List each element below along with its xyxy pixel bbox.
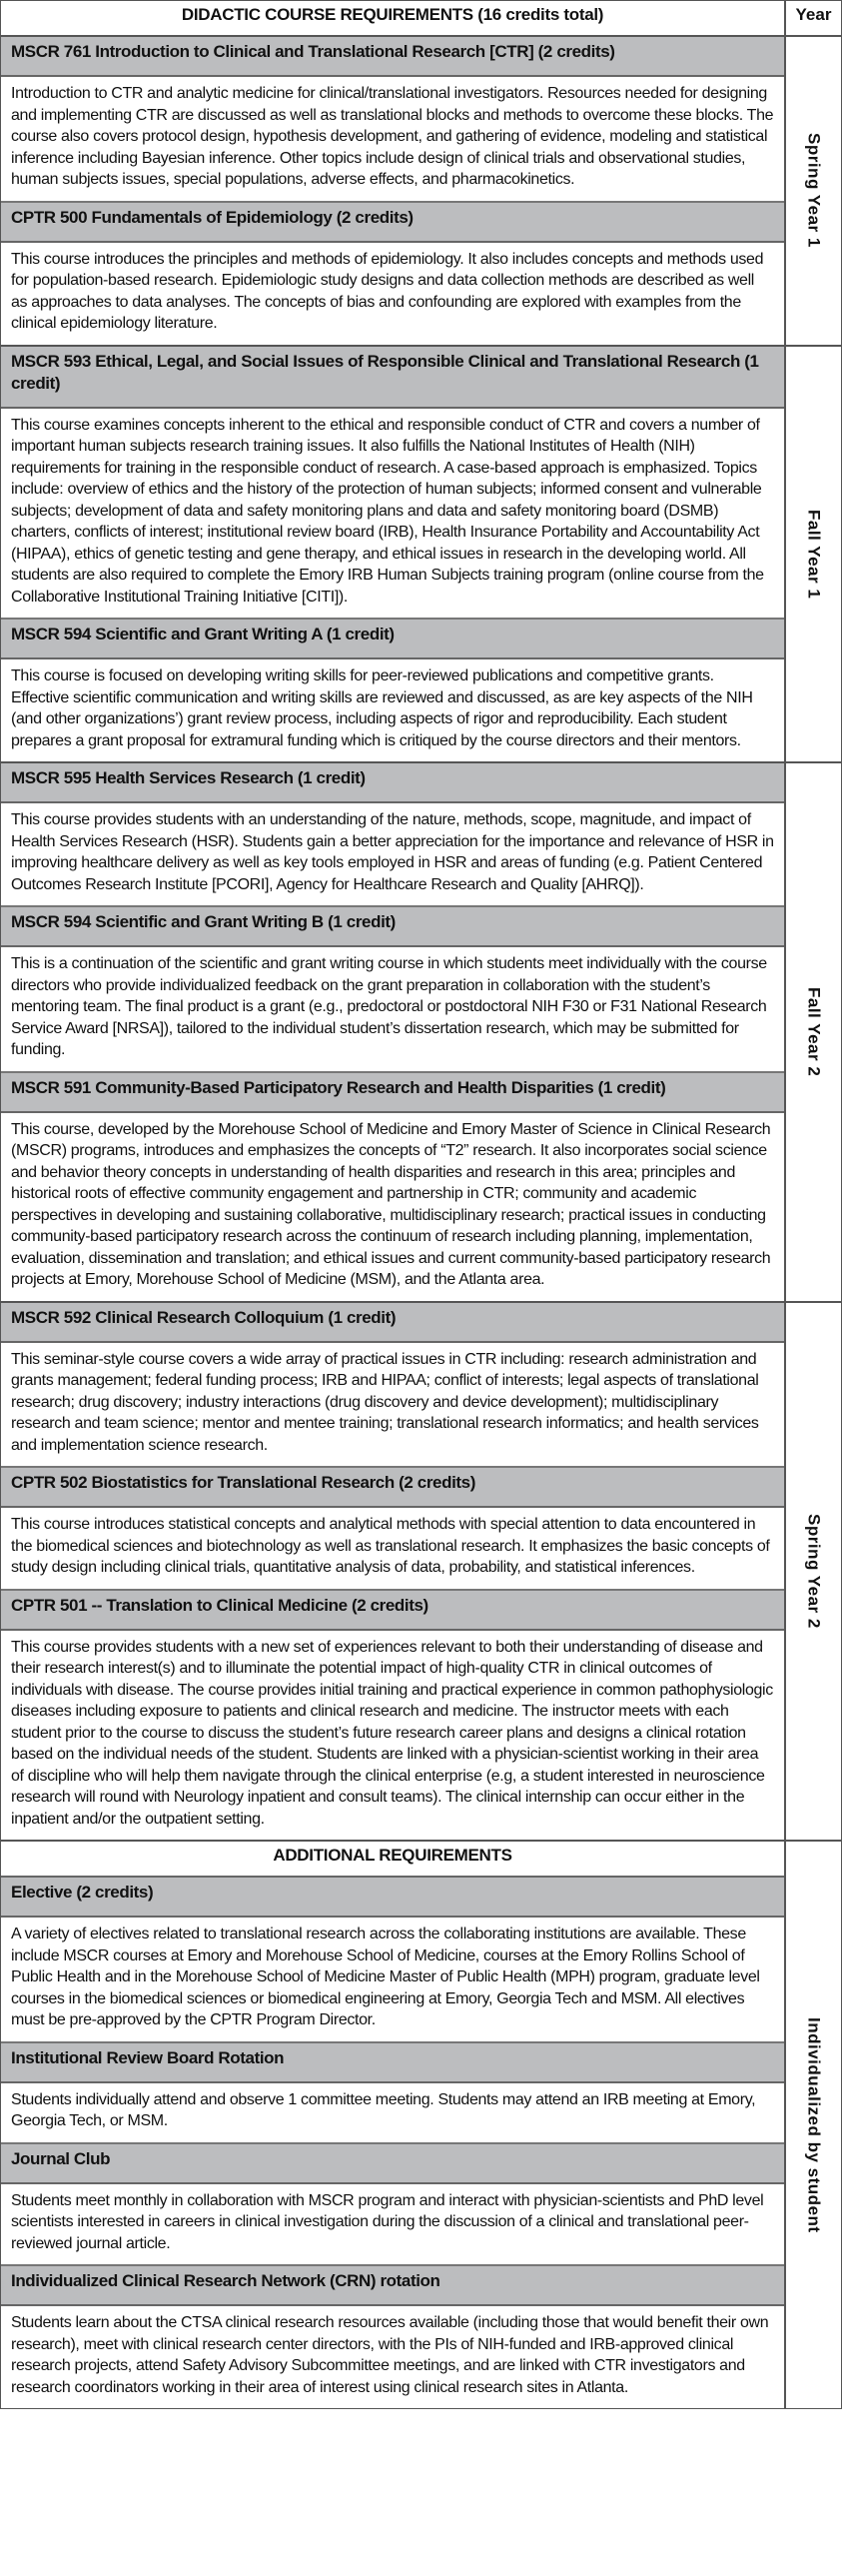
course-item	[1, 1073, 784, 1301]
requirement-title: Elective (2 credits)	[1, 1878, 784, 1918]
course-item	[1, 907, 784, 1073]
year-label: Individualized by student	[804, 2016, 824, 2233]
course-description: This course introduces the principles and methods of epidemiology. It also includes concepts and methods used for population-based research. Epidemiologic study designs and data collection methods are described as well as approaches to data analyses. The concepts of bias and confounding are explored with examples from the clinical epidemiology literature.	[11, 250, 764, 332]
course-description: This is a continuation of the scientific and grant writing course in which students meet individually with the course directors who provide individualized feedback on the grant preparation in collaboration with the student’s mentoring team. The final product is a grant (e.g., predoctoral or postdoctoral NIH F30 or F31 National Research Service Award [NRSA]), tailored to the individual student’s dissertation research, which may be submitted for funding.	[1, 947, 784, 1073]
year-label: Fall Year 1	[804, 509, 824, 599]
year-group-fall-year-2	[1, 763, 841, 1303]
requirement-description: Students meet monthly in collaboration with MSCR program and interact with physician-scientists and PhD level scientists interested in careers in clinical investigation during the discussion of a clinical and translational peer-reviewed journal article.	[1, 2184, 784, 2267]
course-description: This course is focused on developing writing skills for peer-reviewed publications and competitive grants. Effective scientific communication and writing skills are reviewed and discussed, as are key aspects of the NIH (and other organizations’) grant review process, including aspects of rigor and reproducibility. Each student prepares a grant proposal for extramural funding which is critiqued by the course directors and their mentors.	[11, 667, 753, 749]
year-column-header: Year	[786, 1, 841, 37]
course-description: This seminar-style course covers a wide array of practical issues in CTR including: research administration and grants management; federal funding process; IRB and HIPAA; conflict of interests; legal aspects of translational research; drug discovery; industry interactions (drug discovery and device development); multidisciplinary research and team science; mentor and mentee training; translational research informatics; and health services and implementation science research.	[1, 1343, 784, 1469]
requirement-description: Students learn about the CTSA clinical research resources available (including those that would benefit their own research), meet with clinical research center directors, with the PIs of NIH-funded and IRB-approved clinical research projects, attend Safety Advisory Subcommittee meetings, and are linked with CTR investigators and research coordinators working in their area of interest using clinical research sites in Atlanta.	[11, 2314, 769, 2396]
table-header-row	[1, 1, 841, 37]
requirement-description: A variety of electives related to translational research across the collaborating institutions are available. These include MSCR courses at Emory and Morehouse School of Medicine, courses at the Emory Rollins School of Public Health and in the Morehouse School of Medicine Master of Public Health (MPH) program, graduate level courses in the biomedical sciences or biomedical engineering at Emory, Georgia Tech and MSM. All electives must be pre-approved by the CPTR Program Director.	[1, 1918, 784, 2043]
course-description: This course provides students with a new set of experiences relevant to both their understanding of disease and their research interest(s) and to illuminate the potential impact of high-quality CTR in clinical outcomes of individuals with disease. The course provides initial training and practical experience in common pathophysiologic diseases including exposure to patients and clinical research and medicine. The instructor meets with each student prior to the course to discuss the student’s future research career plans and designs a clinical rotation based on the individual needs of the student. Students are linked with a physician-scientist working in their area of discipline who will help them navigate through the clinical enterprise (e.g, a student interested in neuroscience research will round with Neurology inpatient and consult teams). The clinical internship can occur either in the inpatient and/or the outpatient setting.	[11, 1638, 773, 1828]
requirement-item	[1, 2266, 784, 2408]
requirement-item	[1, 2043, 784, 2144]
course-item	[1, 1468, 784, 1591]
course-description: This course, developed by the Morehouse School of Medicine and Emory Master of Science in Clinical Research (MSCR) programs, introduces and emphasizes the concepts of “T2” research. It also incorporates social science and behavior theory concepts in understanding of health disparities and research in this area; principles and historical roots of effective community engagement and partnership in CTR; community and academic perspectives in developing and sustaining collaborative, multidisciplinary research; practical issues in conducting community-based participatory research across the continuum of research including planning, implementation, evaluation, dissemination and translation; and ethical issues and current community-based participatory research projects at Emory, Morehouse School of Medicine (MSM), and the Atlanta area.	[11, 1120, 771, 1288]
year-label: Fall Year 2	[804, 987, 824, 1077]
course-title: MSCR 594 Scientific and Grant Writing A (1 credit)	[1, 620, 784, 659]
course-description: Introduction to CTR and analytic medicine for clinical/translational investigators. Resources needed for designing and implementing CTR are discussed as well as translational blocks and methods to overcome these blocks. The course also covers protocol design, hypothesis development, and gathering of evidence, modeling and statistical inference including Bayesian inference. Other topics include design of clinical trials and observational studies, human subjects issues, special populations, adverse effects, and pharmacokinetics.	[1, 77, 784, 203]
course-item	[1, 1591, 784, 1841]
year-cell	[786, 1303, 841, 1841]
year-cell	[786, 37, 841, 345]
course-item	[1, 1303, 784, 1469]
course-description: This course examines concepts inherent to the ethical and responsible conduct of CTR and covers a number of important human subjects research training issues. It also fulfills the National Institutes of Health (NIH) requirements for training in the responsible conduct of research. A case-based approach is emphasized. Topics include: overview of ethics and the history of the protection of human subjects; informed consent and vulnerable subjects; development of data and safety monitoring plans and data and safety monitoring board (DSMB) charters, conflicts of interest; institutional review board (IRB), Health Insurance Portability and Accountability Act (HIPAA), ethics of genetic testing and gene therapy, and ethical issues in research in the developing world. All students are also required to complete the Emory IRB Human Subjects training program (online course from the Collaborative Institutional Training Initiative [CITI]).	[1, 409, 784, 621]
course-item	[1, 620, 784, 761]
year-group-fall-year-1	[1, 347, 841, 764]
additional-requirements-group	[1, 1842, 841, 2408]
course-title: MSCR 592 Clinical Research Colloquium (1 credit)	[1, 1303, 784, 1343]
requirement-description: Students individually attend and observe 1 committee meeting. Students may attend an IRB meeting at Emory, Georgia Tech, or MSM.	[1, 2083, 784, 2144]
group-courses	[1, 1303, 786, 1841]
course-title: MSCR 593 Ethical, Legal, and Social Issues of Responsible Clinical and Translational Research (1 credit)	[1, 347, 784, 409]
course-description: This course provides students with an understanding of the nature, methods, scope, magnitude, and impact of Health Services Research (HSR). Students gain a better appreciation for the importance and relevance of HSR in improving healthcare delivery as well as key tools employed in HSR and areas of funding (e.g. Patient Centered Outcomes Research Institute [PCORI], Agency for Healthcare Research and Quality [AHRQ]).	[1, 803, 784, 907]
group-courses	[1, 1842, 786, 2408]
requirement-item	[1, 1878, 784, 2043]
additional-requirements-title: ADDITIONAL REQUIREMENTS	[1, 1842, 784, 1878]
course-title: MSCR 594 Scientific and Grant Writing B (1 credit)	[1, 907, 784, 947]
year-label: Spring Year 2	[804, 1513, 824, 1629]
year-group-spring-year-2	[1, 1303, 841, 1843]
year-cell	[786, 1842, 841, 2408]
course-title: MSCR 761 Introduction to Clinical and Translational Research [CTR] (2 credits)	[1, 37, 784, 77]
requirement-title: Individualized Clinical Research Network (CRN) rotation	[1, 2266, 784, 2306]
group-courses	[1, 763, 786, 1301]
course-title: CPTR 500 Fundamentals of Epidemiology (2 credits)	[1, 203, 784, 243]
course-item	[1, 37, 784, 203]
course-item	[1, 347, 784, 621]
course-title: CPTR 502 Biostatistics for Translational Research (2 credits)	[1, 1468, 784, 1508]
year-cell	[786, 763, 841, 1301]
table-title: DIDACTIC COURSE REQUIREMENTS (16 credits total)	[1, 1, 786, 37]
course-item	[1, 203, 784, 345]
group-courses	[1, 347, 786, 762]
requirement-title: Institutional Review Board Rotation	[1, 2043, 784, 2083]
year-group-spring-year-1	[1, 37, 841, 347]
course-item	[1, 763, 784, 907]
requirement-item	[1, 2144, 784, 2267]
course-title: MSCR 595 Health Services Research (1 credit)	[1, 763, 784, 803]
group-courses	[1, 37, 786, 345]
course-title: CPTR 501 -- Translation to Clinical Medicine (2 credits)	[1, 1591, 784, 1631]
year-cell	[786, 347, 841, 762]
course-title: MSCR 591 Community-Based Participatory Research and Health Disparities (1 credit)	[1, 1073, 784, 1113]
year-label: Spring Year 1	[804, 133, 824, 249]
course-description: This course introduces statistical concepts and analytical methods with special attention to data encountered in the biomedical sciences and biotechnology as well as translational research. It emphasizes the basic concepts of study design including clinical trials, quantitative analysis of data, probability, and statistical inferences.	[1, 1508, 784, 1591]
requirement-title: Journal Club	[1, 2144, 784, 2184]
